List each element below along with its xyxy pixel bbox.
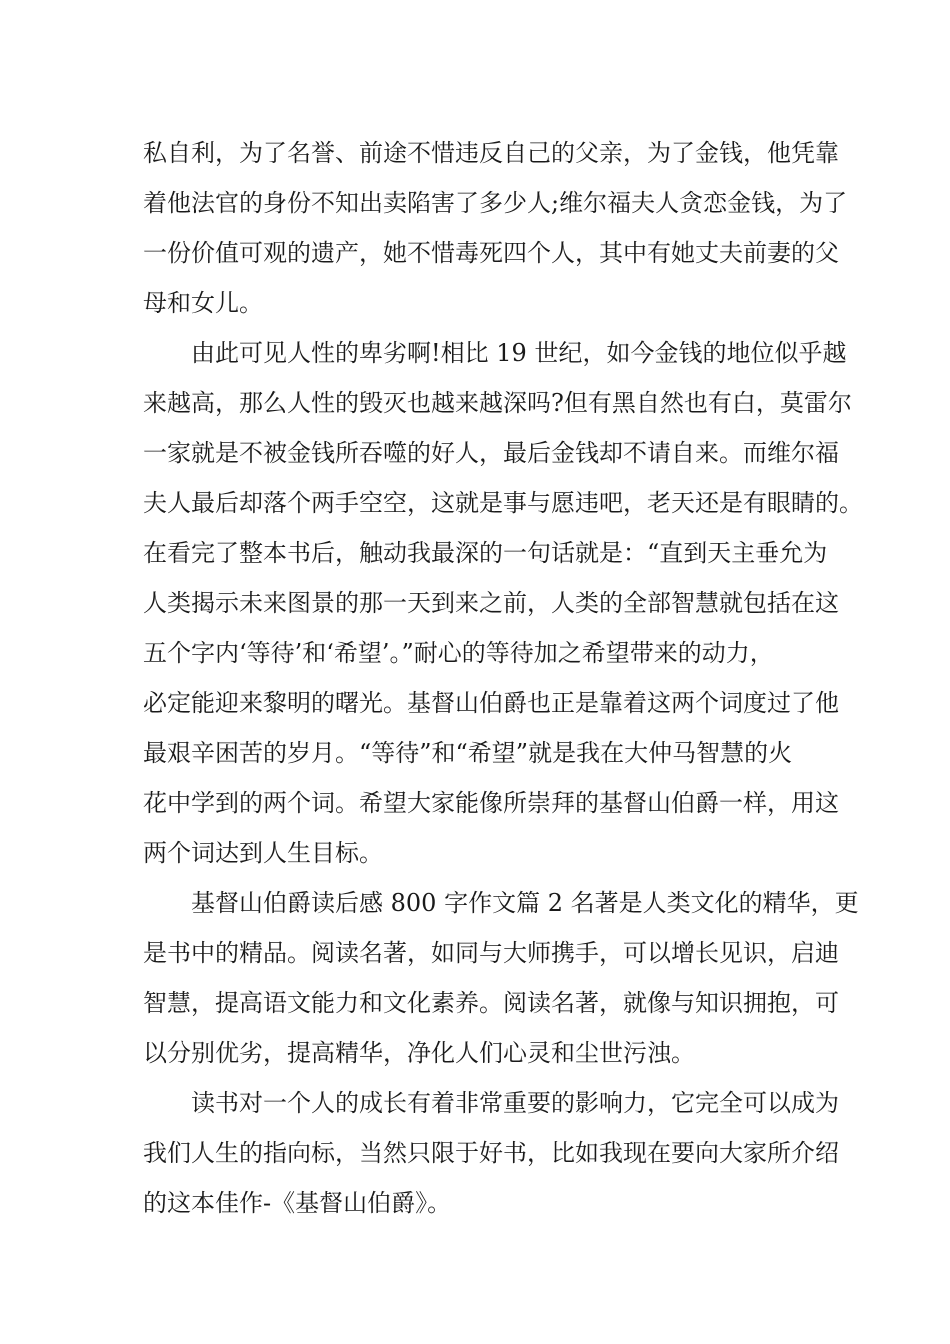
text-line: 基督山伯爵读后感 800 字作文篇 2 名著是人类文化的精华，更 [191, 889, 859, 917]
text-line: 一家就是不被金钱所吞噬的好人，最后金钱却不请自来。而维尔福 [143, 439, 839, 467]
text-line: 花中学到的两个词。希望大家能像所崇拜的基督山伯爵一样，用这 [143, 789, 839, 817]
text-line: 一份价值可观的遗产，她不惜毒死四个人，其中有她丈夫前妻的父 [143, 239, 839, 267]
paragraph-1 [143, 128, 848, 328]
text-line: 两个词达到人生目标。 [143, 839, 383, 867]
text-line: 我们人生的指向标，当然只限于好书，比如我现在要向大家所介绍 [143, 1139, 839, 1167]
text-line: 是书中的精品。阅读名著，如同与大师携手，可以增长见识，启迪 [143, 939, 839, 967]
text-line: 读书对一个人的成长有着非常重要的影响力，它完全可以成为 [191, 1089, 839, 1117]
text-line: 人类揭示未来图景的那一天到来之前，人类的全部智慧就包括在这 [143, 589, 839, 617]
text-line: 的这本佳作-《基督山伯爵》。 [143, 1189, 452, 1217]
text-line: 夫人最后却落个两手空空，这就是事与愿违吧，老天还是有眼睛的。 [143, 489, 863, 517]
paragraph-2 [143, 328, 863, 878]
paragraph-4 [143, 1078, 839, 1228]
paragraph-3 [143, 878, 859, 1078]
text-line: 来越高，那么人性的毁灭也越来越深吗?但有黑自然也有白，莫雷尔 [143, 389, 852, 417]
text-line: 必定能迎来黎明的曙光。基督山伯爵也正是靠着这两个词度过了他 [143, 689, 839, 717]
text-line: 由此可见人性的卑劣啊!相比 19 世纪，如今金钱的地位似乎越 [191, 339, 847, 367]
text-line: 母和女儿。 [143, 289, 263, 317]
text-line: 五个字内‘等待’和‘希望’。”耐心的等待加之希望带来的动力， [143, 639, 774, 667]
text-line: 私自利，为了名誉、前途不惜违反自己的父亲，为了金钱，他凭靠 [143, 139, 839, 167]
text-line: 在看完了整本书后，触动我最深的一句话就是：“直到天主垂允为 [143, 539, 828, 567]
text-line: 智慧，提高语文能力和文化素养。阅读名著，就像与知识拥抱，可 [143, 989, 839, 1017]
text-line: 最艰辛困苦的岁月。“等待”和“希望”就是我在大仲马智慧的火 [143, 739, 793, 767]
document-body [143, 128, 863, 1228]
text-line: 着他法官的身份不知出卖陷害了多少人;维尔福夫人贪恋金钱，为了 [143, 189, 848, 217]
text-line: 以分别优劣，提高精华，净化人们心灵和尘世污浊。 [143, 1039, 695, 1067]
